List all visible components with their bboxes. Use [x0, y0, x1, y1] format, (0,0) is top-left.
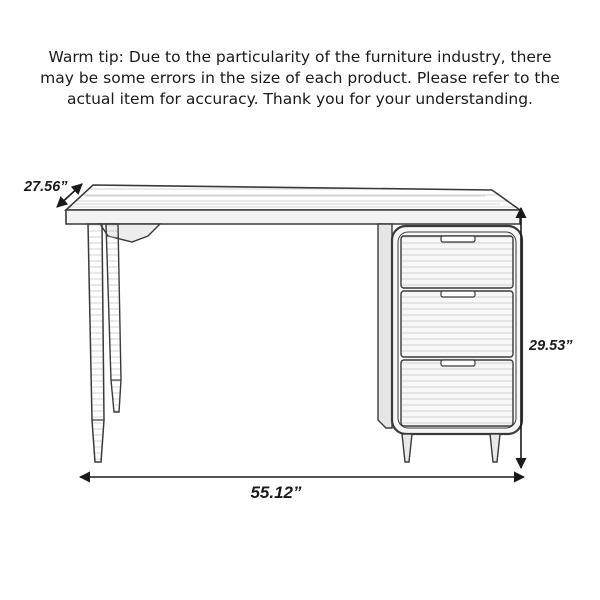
- drawer-middle: [401, 291, 513, 357]
- drawer-top: [401, 236, 513, 288]
- drawer-middle-handle: [441, 291, 475, 297]
- warm-tip-line-3: actual item for accuracy. Thank you for your understanding.: [67, 90, 533, 108]
- warm-tip-line-2: may be some errors in the size of each product. Please refer to the: [40, 69, 560, 87]
- desk-top: [66, 185, 520, 224]
- height-dimension: [521, 208, 573, 468]
- warm-tip-line-1: Warm tip: Due to the particularity of the furniture industry, there: [48, 48, 552, 66]
- drawer-bottom-handle: [441, 360, 475, 366]
- left-front-leg: [88, 224, 104, 462]
- depth-label: 27.56”: [24, 179, 68, 195]
- cabinet-left-foot: [402, 434, 412, 462]
- drawer-top-handle: [441, 236, 475, 242]
- height-label: 29.53”: [529, 338, 573, 354]
- width-label: 55.12”: [250, 483, 302, 502]
- drawer-bottom: [401, 360, 513, 426]
- cabinet-right-foot: [490, 434, 500, 462]
- width-dimension: [80, 477, 524, 502]
- left-back-leg: [106, 224, 121, 412]
